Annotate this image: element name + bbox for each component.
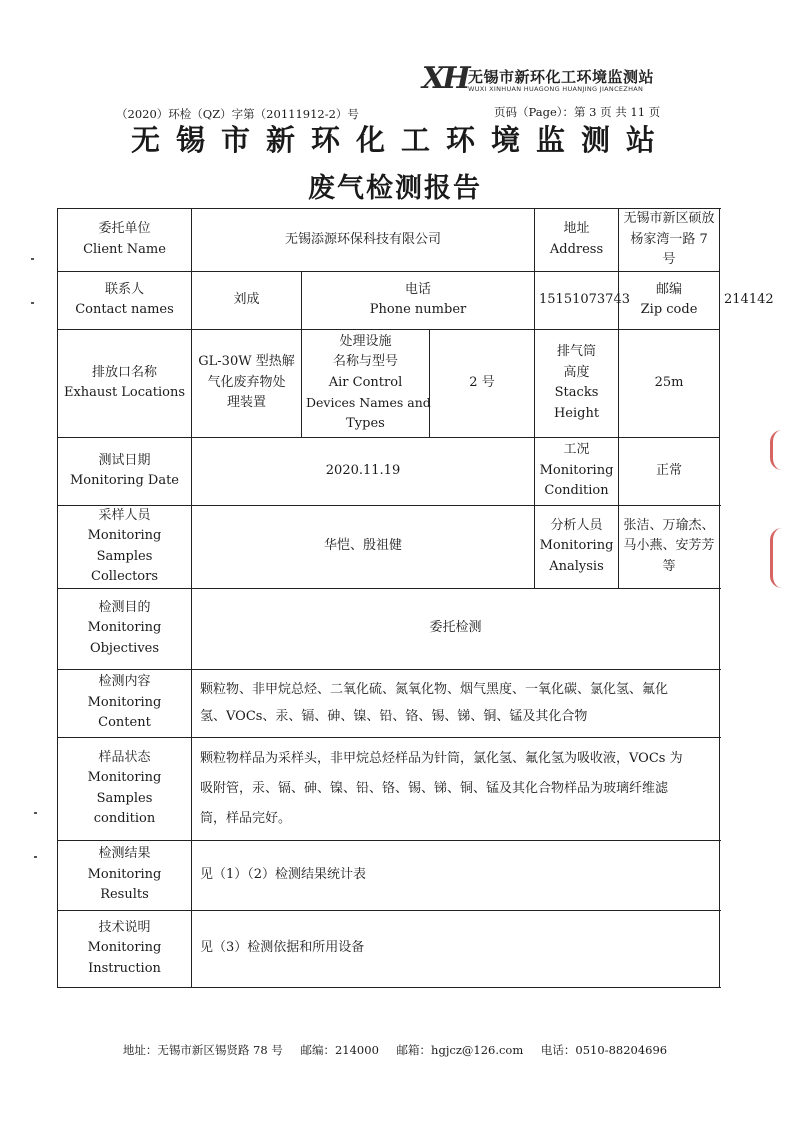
stack-label-line-4: Height bbox=[553, 405, 600, 421]
contact-label-cn: 联系人 bbox=[104, 281, 144, 297]
instruction-label-cell bbox=[58, 910, 192, 987]
phone-value: 15151073743 bbox=[535, 271, 619, 329]
logo-mark: XH bbox=[422, 61, 468, 96]
letterhead-logo bbox=[422, 62, 682, 98]
content-value-line-1: 颗粒物、非甲烷总烃、二氧化硫、氮氧化物、烟气黑度、一氧化碳、氯化氢、氟化 bbox=[200, 682, 669, 697]
contact-label-en: Contact names bbox=[75, 302, 174, 317]
address-value-line-1: 无锡市新区硕放 bbox=[623, 211, 715, 226]
zip-label-en: Zip code bbox=[640, 302, 698, 317]
logo-name-en: WUXI XINHUAN HUAGONG HUANJING JIANCEZHAN bbox=[468, 85, 644, 93]
content-value-line-2: 氢、VOCs、汞、镉、砷、镍、铅、铬、锡、锑、铜、锰及其化合物 bbox=[200, 709, 588, 724]
stack-value: 25m bbox=[619, 329, 720, 437]
report-title: 废气检测报告 bbox=[308, 173, 482, 204]
table-row-date bbox=[58, 437, 720, 505]
exhaust-label-cell bbox=[58, 329, 192, 437]
result-value: 见（1）（2）检测结果统计表 bbox=[192, 840, 720, 910]
seal-edge bbox=[770, 528, 790, 588]
sample-value-cell bbox=[192, 737, 720, 840]
address-value-cell bbox=[619, 209, 720, 272]
table-row-result bbox=[58, 840, 720, 910]
exhaust-label-en: Exhaust Locations bbox=[63, 385, 186, 400]
condition-label-cn: 工况 bbox=[563, 442, 590, 458]
footer-address: 地址：无锡市新区锡贤路 78 号 bbox=[122, 1043, 283, 1057]
footer-zip: 邮编：214000 bbox=[300, 1043, 379, 1057]
exhaust-label-cn: 排放口名称 bbox=[91, 364, 157, 380]
table-row-content bbox=[58, 669, 720, 737]
date-label-en: Monitoring Date bbox=[69, 473, 179, 488]
table-row-exhaust bbox=[58, 329, 720, 437]
sample-label-cn: 样品状态 bbox=[98, 749, 151, 765]
instruction-label-cn: 技术说明 bbox=[98, 919, 151, 935]
date-value: 2020.11.19 bbox=[192, 437, 535, 505]
device-label-line-3: Air Control bbox=[328, 374, 403, 390]
result-label-cell bbox=[58, 840, 192, 910]
result-label-en: Monitoring Results bbox=[87, 866, 162, 903]
footer-email: 邮箱：hgjcz@126.com bbox=[396, 1043, 524, 1057]
scan-mark bbox=[34, 856, 37, 858]
condition-label-en-1: Monitoring bbox=[539, 462, 614, 478]
sample-value-line-3: 筒，样品完好。 bbox=[200, 810, 292, 826]
condition-label-en-2: Condition bbox=[544, 483, 609, 499]
sample-value-line-1: 颗粒物样品为采样头，非甲烷总烃样品为针筒，氯化氢、氟化氢为吸收液，VOCs 为 bbox=[200, 750, 683, 766]
table-row-sample bbox=[58, 737, 720, 840]
address-label-cn: 地址 bbox=[563, 221, 590, 237]
device-label-line-4: Devices Names and bbox=[306, 395, 431, 411]
phone-label-en: Phone number bbox=[369, 302, 467, 317]
objective-label-cell bbox=[58, 588, 192, 669]
phone-label-cell bbox=[302, 271, 535, 329]
condition-value: 正常 bbox=[619, 437, 720, 505]
contact-value: 刘成 bbox=[192, 271, 302, 329]
client-label-en: Client Name bbox=[83, 241, 166, 257]
address-label-en: Address bbox=[549, 241, 604, 257]
table-row-collectors bbox=[58, 505, 720, 588]
collectors-label-cn: 采样人员 bbox=[98, 507, 151, 523]
objective-value: 委托检测 bbox=[192, 588, 720, 669]
logo-name-cn: 无锡市新环化工环境监测站 bbox=[468, 68, 655, 86]
scan-mark bbox=[34, 812, 37, 814]
sample-label-en-2: condition bbox=[93, 811, 156, 826]
zip-label-cn: 邮编 bbox=[656, 281, 683, 297]
exhaust-value-line-3: 理装置 bbox=[226, 395, 266, 411]
objective-label-en-2: Objectives bbox=[89, 640, 160, 656]
device-label-line-1: 处理设施 bbox=[339, 333, 392, 349]
table-row-client bbox=[58, 209, 720, 272]
client-value: 无锡添源环保科技有限公司 bbox=[192, 209, 535, 272]
collectors-value: 华恺、殷祖健 bbox=[192, 505, 535, 588]
sample-value-line-2: 吸附管，汞、镉、砷、镍、铅、铬、锡、锑、铜、锰及其化合物样品为玻璃纤维滤 bbox=[200, 780, 669, 796]
table-row-instruction bbox=[58, 910, 720, 987]
address-label-cell bbox=[535, 209, 619, 272]
seal-edge bbox=[770, 430, 790, 470]
document-number: （2020）环检（QZ）字第（20111912-2）号 bbox=[116, 107, 359, 121]
table-row-objective bbox=[58, 588, 720, 669]
page-title: 无锡市新环化工环境监测站 bbox=[130, 123, 671, 157]
client-label-cn: 委托单位 bbox=[98, 221, 151, 237]
content-label-cell bbox=[58, 669, 192, 737]
result-label-cn: 检测结果 bbox=[98, 846, 151, 862]
objective-label-en-1: Monitoring bbox=[87, 620, 162, 636]
condition-label-cell bbox=[535, 437, 619, 505]
collectors-label-en-2: Collectors bbox=[91, 569, 158, 584]
footer-phone: 电话：0510-88204696 bbox=[540, 1043, 668, 1057]
date-label-cn: 测试日期 bbox=[98, 452, 151, 468]
stack-label-cell bbox=[535, 329, 619, 437]
collectors-label-cell bbox=[58, 505, 192, 588]
analysis-label-cell bbox=[535, 505, 619, 588]
content-label-en: Monitoring Content bbox=[87, 694, 162, 731]
instruction-value: 见（3）检测依据和所用设备 bbox=[192, 910, 720, 987]
analysis-value-line-1: 张洁、万瑜杰、 bbox=[623, 517, 715, 533]
date-label-cell bbox=[58, 437, 192, 505]
instruction-label-en-1: Monitoring bbox=[87, 940, 162, 956]
page-number: 页码（Page）：第 3 页 共 11 页 bbox=[494, 105, 661, 119]
phone-label-cn: 电话 bbox=[405, 281, 432, 297]
collectors-label-en-1: Monitoring Samples bbox=[87, 528, 162, 564]
content-value-cell bbox=[192, 669, 720, 737]
stack-label-line-3: Stacks bbox=[554, 385, 599, 400]
scan-mark bbox=[31, 302, 34, 304]
exhaust-value-line-1: GL-30W 型热解 bbox=[198, 354, 295, 370]
exhaust-value-cell bbox=[192, 329, 302, 437]
sample-label-en-1: Monitoring Samples bbox=[87, 770, 162, 806]
device-value: 2 号 bbox=[430, 329, 535, 437]
device-label-line-5: Types bbox=[346, 415, 385, 431]
instruction-label-en-2: Instruction bbox=[88, 960, 161, 976]
analysis-value-line-2: 马小燕、安芳芳等 bbox=[623, 538, 715, 574]
scan-mark bbox=[31, 258, 34, 260]
analysis-label-en-2: Analysis bbox=[549, 558, 604, 574]
zip-label-cell bbox=[619, 271, 720, 329]
stack-label-line-1: 排气筒 bbox=[557, 344, 597, 359]
exhaust-value-line-2: 气化废弃物处 bbox=[207, 374, 286, 390]
address-value-line-2: 杨家湾一路 7 号 bbox=[630, 231, 708, 267]
report-table bbox=[57, 208, 774, 988]
page-footer bbox=[0, 1042, 790, 1058]
device-label-line-2: 名称与型号 bbox=[332, 354, 398, 370]
client-label-cell bbox=[58, 209, 192, 272]
analysis-label-en-1: Monitoring bbox=[539, 538, 614, 554]
content-label-cn: 检测内容 bbox=[98, 674, 151, 690]
analysis-label-cn: 分析人员 bbox=[550, 517, 603, 533]
analysis-value-cell bbox=[619, 505, 720, 588]
contact-label-cell bbox=[58, 271, 192, 329]
objective-label-cn: 检测目的 bbox=[98, 599, 151, 615]
device-label-cell bbox=[302, 329, 430, 437]
table-row-contact: 联系人 Contact names 刘成 电话 Phone number 15151073743 邮编 Zip code 214142 bbox=[58, 271, 720, 329]
sample-label-cell bbox=[58, 737, 192, 840]
stack-label-line-2: 高度 bbox=[563, 364, 590, 380]
